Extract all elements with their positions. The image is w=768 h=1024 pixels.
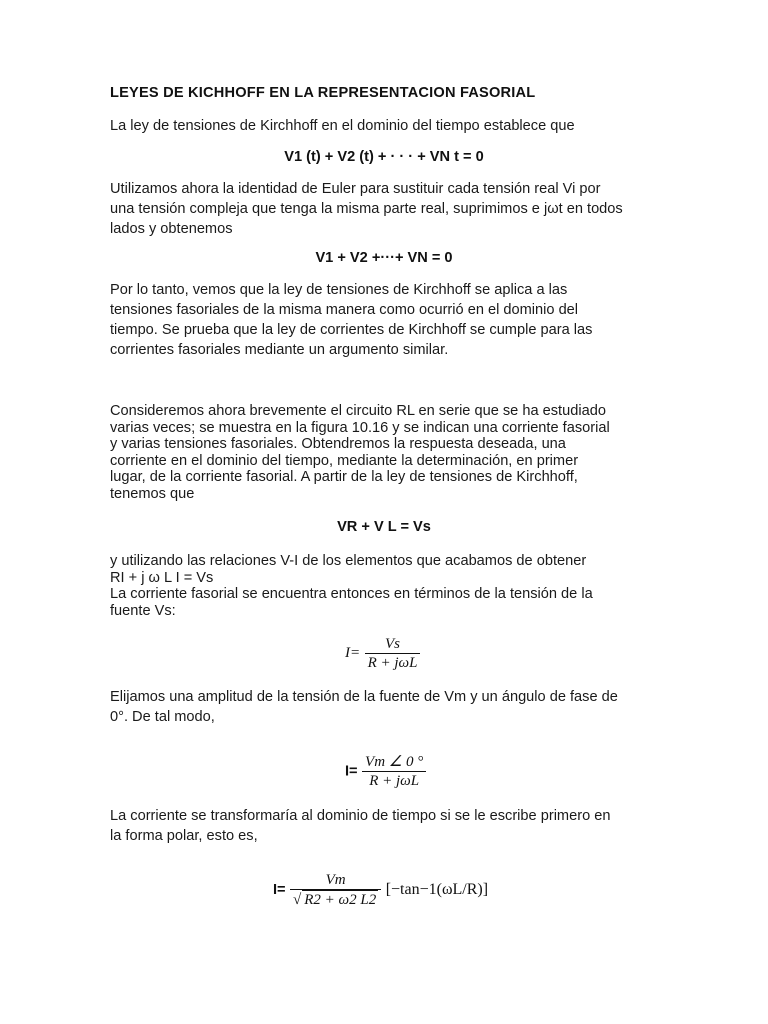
text-line: lugar, de la corriente fasorial. A partir de la ley de tensiones de Kirchhoff, <box>110 469 578 486</box>
equation-phasor-current <box>345 635 420 672</box>
fraction <box>290 871 381 909</box>
text-line: La corriente fasorial se encuentra entonces en términos de la tensión de la <box>110 586 593 603</box>
text-line: La corriente se transformaría al dominio de tiempo si se le escribe primero en <box>110 808 611 824</box>
fraction-denominator: R + jωL <box>369 773 420 789</box>
document-title: LEYES DE KICHHOFF EN LA REPRESENTACION FASORIAL <box>110 85 536 101</box>
fraction-numerator: Vs <box>365 635 421 654</box>
paragraph-euler <box>110 179 623 239</box>
text-line: corrientes fasoriales mediante un argumento similar. <box>110 342 449 358</box>
paragraph-rl-circuit <box>110 403 610 503</box>
fraction-numerator: Vm ∠ 0 ° <box>362 753 426 772</box>
text-line: la forma polar, esto es, <box>110 828 258 844</box>
fraction-numerator: Vm <box>290 871 381 890</box>
text-line: Por lo tanto, vemos que la ley de tensiones de Kirchhoff se aplica a las <box>110 282 568 298</box>
equation-polar-current <box>273 871 488 909</box>
equation-lhs: I= <box>345 645 361 661</box>
text-line: una tensión compleja que tenga la misma parte real, suprimimos e jωt en todos <box>110 201 623 217</box>
equation-rl-kvl: VR + V L = Vs <box>337 519 431 535</box>
equation-lhs: I= <box>345 763 358 780</box>
text-line: tenemos que <box>110 485 195 502</box>
paragraph-amplitude <box>110 687 618 727</box>
text-line: fuente Vs: <box>110 602 176 619</box>
fraction-denominator: R + jωL <box>367 655 418 671</box>
text-line: corriente en el dominio del tiempo, mediante la determinación, en primer <box>110 452 579 469</box>
text-line: Utilizamos ahora la identidad de Euler para sustituir cada tensión real Vi por <box>110 181 601 197</box>
paragraph-conclusion <box>110 280 592 360</box>
equation-lhs: I= <box>273 882 286 898</box>
text-line: Elijamos una amplitud de la tensión de la fuente de Vm y un ángulo de fase de <box>110 689 618 705</box>
sqrt-radicand: R2 + ω2 L2 <box>304 892 377 908</box>
text-line: lados y obtenemos <box>110 221 233 237</box>
equation-kvl-phasor: V1 + V2 +···+ VN = 0 <box>315 250 453 266</box>
text-line: tensiones fasoriales de la misma manera como ocurrió en el dominio del <box>110 302 579 318</box>
text-line: y utilizando las relaciones V-I de los elementos que acabamos de obtener <box>110 553 587 569</box>
sqrt-symbol: √ <box>293 892 302 908</box>
equation-phasor-current-vm <box>345 753 426 790</box>
paragraph-polar-form <box>110 806 610 846</box>
text-line: y varias tensiones fasoriales. Obtendremos la respuesta deseada, una <box>110 436 566 453</box>
text-line: tiempo. Se prueba que la ley de corrientes de Kirchhoff se cumple para las <box>110 322 593 338</box>
text-line: varias veces; se muestra en la figura 10.16 y se indican una corriente fasorial <box>110 419 610 436</box>
text-line: Consideremos ahora brevemente el circuito RL en serie que se ha estudiado <box>110 403 606 419</box>
paragraph-kvl-time: La ley de tensiones de Kirchhoff en el dominio del tiempo establece que <box>110 118 575 134</box>
equation-bracket: [−tan−1(ωL/R)] <box>385 881 489 898</box>
fraction <box>362 753 426 790</box>
equation-kvl-time: V1 (t) + V2 (t) + · · · + VN t = 0 <box>284 149 484 165</box>
text-line: 0°. De tal modo, <box>110 709 215 725</box>
text-line: RI + j ω L I = Vs <box>110 569 214 586</box>
paragraph-vi-relations <box>110 553 593 619</box>
fraction <box>365 635 421 672</box>
fraction-denominator <box>290 890 381 909</box>
